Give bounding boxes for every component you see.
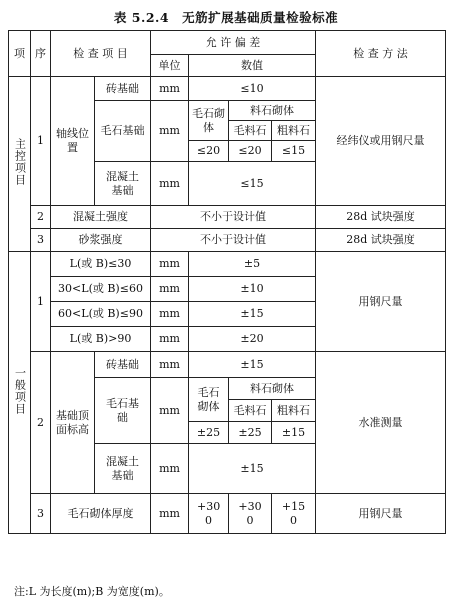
table-title: 表 5.2.4 无筋扩展基础质量检验标准 bbox=[113, 10, 339, 25]
value-cell: 不小于设计值 bbox=[151, 229, 316, 252]
value-cell: ≤20 bbox=[189, 141, 229, 162]
general-seq-3: 3 bbox=[31, 494, 51, 534]
unit-cell: mm bbox=[151, 252, 189, 277]
unit-cell: mm bbox=[151, 352, 189, 378]
sub-item: 砖基础 bbox=[95, 352, 151, 378]
unit-cell: mm bbox=[151, 277, 189, 302]
inspection-standard-table bbox=[8, 30, 446, 534]
header-seq: 序 bbox=[31, 31, 51, 77]
unit-cell: mm bbox=[151, 302, 189, 327]
value-cell: ≤20 bbox=[229, 141, 272, 162]
ashlar-label: 料石砌体 bbox=[229, 378, 316, 400]
sub-item: 砖基础 bbox=[95, 77, 151, 101]
general-item-3: 毛石砌体厚度 bbox=[51, 494, 151, 534]
header-method: 检 查 方 法 bbox=[316, 31, 446, 77]
sub-item: L(或 B)≤30 bbox=[51, 252, 151, 277]
value-cell: ±5 bbox=[189, 252, 316, 277]
main-item-1: 轴线位置 bbox=[51, 77, 95, 206]
rubble-label: 毛石砌体 bbox=[189, 101, 229, 141]
unit-cell: mm bbox=[151, 162, 189, 206]
main-item-2: 混凝土强度 bbox=[51, 206, 151, 229]
header-unit: 单位 bbox=[151, 55, 189, 77]
header-tolerance: 允 许 偏 差 bbox=[151, 31, 316, 55]
sub-item: L(或 B)>90 bbox=[51, 327, 151, 352]
rubble-label: 毛石砌体 bbox=[189, 378, 229, 422]
value-cell: ≤15 bbox=[189, 162, 316, 206]
header-item: 项 bbox=[9, 31, 31, 77]
unit-cell: mm bbox=[151, 444, 189, 494]
main-seq-1: 1 bbox=[31, 77, 51, 206]
value-cell: ≤15 bbox=[272, 141, 316, 162]
value-cell: ±15 bbox=[189, 352, 316, 378]
unit-cell: mm bbox=[151, 77, 189, 101]
general-seq-2: 2 bbox=[31, 352, 51, 494]
value-cell: 不小于设计值 bbox=[151, 206, 316, 229]
coarse-label: 毛料石 bbox=[229, 400, 272, 422]
main-control-label: 主控项目 bbox=[13, 138, 27, 186]
value-cell: +30 0 bbox=[189, 494, 229, 534]
value-cell: ±25 bbox=[189, 422, 229, 444]
method-cell: 用钢尺量 bbox=[316, 494, 446, 534]
unit-cell: mm bbox=[151, 378, 189, 444]
value-cell: ±25 bbox=[229, 422, 272, 444]
coarse-label: 毛料石 bbox=[229, 121, 272, 141]
general-item-2: 基础顶面标高 bbox=[51, 352, 95, 494]
value-cell: ±20 bbox=[189, 327, 316, 352]
value-cell: ±15 bbox=[272, 422, 316, 444]
fine-label: 粗料石 bbox=[272, 121, 316, 141]
unit-cell: mm bbox=[151, 101, 189, 162]
sub-item: 毛石基础 bbox=[95, 101, 151, 162]
header-value: 数值 bbox=[189, 55, 316, 77]
value-cell: ±15 bbox=[189, 302, 316, 327]
unit-cell: mm bbox=[151, 327, 189, 352]
value-cell: ±10 bbox=[189, 277, 316, 302]
sub-item: 混凝土基础 bbox=[95, 162, 151, 206]
unit-cell: mm bbox=[151, 494, 189, 534]
fine-label: 粗料石 bbox=[272, 400, 316, 422]
method-cell: 用钢尺量 bbox=[316, 252, 446, 352]
main-seq-3: 3 bbox=[31, 229, 51, 252]
table-note: 注:L 为长度(m);B 为宽度(m)。 bbox=[14, 585, 170, 598]
method-cell: 28d 试块强度 bbox=[316, 229, 446, 252]
value-cell: +15 0 bbox=[272, 494, 316, 534]
sub-item: 60<L(或 B)≤90 bbox=[51, 302, 151, 327]
general-seq-1: 1 bbox=[31, 252, 51, 352]
method-cell: 28d 试块强度 bbox=[316, 206, 446, 229]
main-seq-2: 2 bbox=[31, 206, 51, 229]
method-cell: 水准测量 bbox=[316, 352, 446, 494]
value-cell: +30 0 bbox=[229, 494, 272, 534]
general-label: 一般项目 bbox=[13, 366, 27, 415]
sub-item: 混凝土基础 bbox=[95, 444, 151, 494]
sub-item: 30<L(或 B)≤60 bbox=[51, 277, 151, 302]
main-item-3: 砂浆强度 bbox=[51, 229, 151, 252]
method-cell: 经纬仪或用钢尺量 bbox=[316, 77, 446, 206]
value-cell: ±15 bbox=[189, 444, 316, 494]
value-cell: ≤10 bbox=[189, 77, 316, 101]
sub-item: 毛石基础 bbox=[95, 378, 151, 444]
header-check-item: 检 查 项 目 bbox=[51, 31, 151, 77]
ashlar-label: 料石砌体 bbox=[229, 101, 316, 121]
